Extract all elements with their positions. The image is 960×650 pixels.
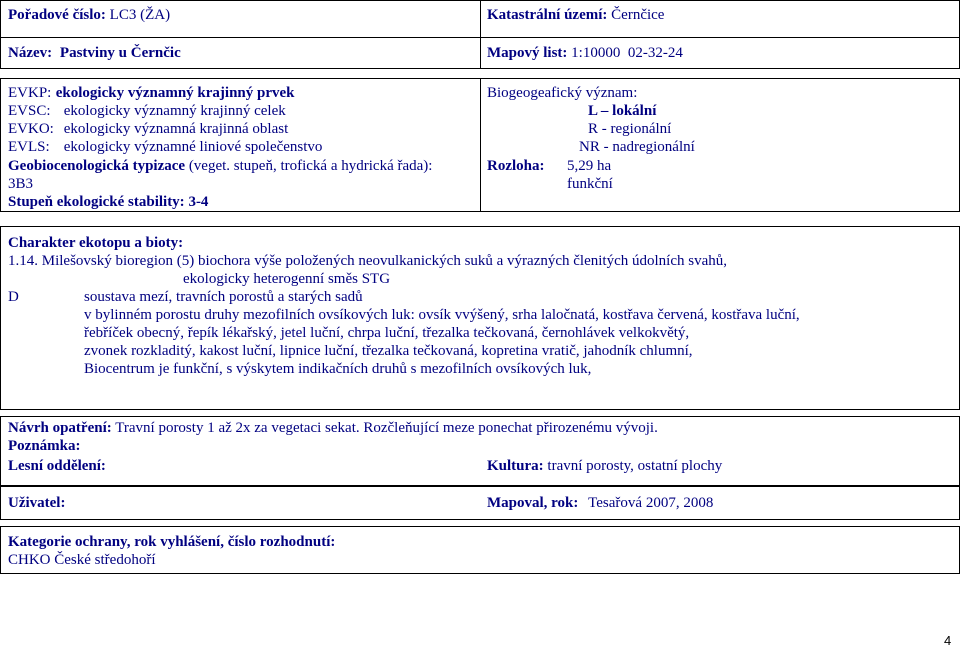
charakter-d-text: soustava mezí, travních porostů a starých sadů [84, 289, 363, 305]
poznamka-label: Poznámka: [8, 438, 81, 454]
geobio-note: (veget. stupeň, trofická a hydrická řada): [188, 158, 433, 174]
nazev-value: Pastviny u Černčic [59, 45, 181, 61]
legend-text: ekologicky významný krajinný prvek [55, 85, 295, 101]
nazev [8, 44, 181, 62]
legend-evko [8, 120, 288, 138]
geobio-value: 3B3 [8, 176, 34, 192]
poradove-cislo-value: LC3 (ŽA) [109, 7, 171, 23]
legend-evls [8, 138, 322, 156]
kategorie-label: Kategorie ochrany, rok vyhlášení, číslo rozhodnutí: [8, 534, 336, 550]
legend-evsc [8, 102, 286, 120]
region-text: Milešovský bioregion (5) biochora výše položených neovulkanických suků a výrazných členitých údolních svahů, [41, 253, 727, 269]
kultura-label: Kultura: [487, 458, 544, 474]
biogeo-label: Biogeogeafický význam: [487, 85, 638, 101]
charakter-region [8, 252, 727, 270]
mapoval-value: Tesařová 2007, 2008 [588, 495, 714, 511]
poradove-cislo-label: Pořadové číslo: [8, 7, 106, 23]
katastralni-uzemi-value: Černčice [611, 7, 665, 23]
navrh-opatreni [8, 419, 658, 437]
charakter-species-3: zvonek rozkladitý, kakost luční, lipnice luční, třezalka tečkovaná, kopretina vratič, jahodník chlumní, [84, 343, 693, 359]
legend-abbr: EVLS: [8, 139, 50, 155]
mapoval [487, 494, 713, 512]
page-number: 4 [944, 633, 952, 648]
navrh-text: Travní porosty 1 až 2x za vegetaci sekat. Rozčleňující meze ponechat přirozenému vývoji. [115, 420, 658, 436]
legend-abbr: EVKO: [8, 121, 54, 137]
biogeo-lokalni: L – lokální [588, 103, 657, 119]
charakter-species-4: Biocentrum je funkční, s výskytem indikačních druhů s mezofilních ovsíkových luk, [84, 361, 592, 377]
mapovy-list-value: 1:10000 02-32-24 [571, 45, 683, 61]
legend-text: ekologicky významná krajinná oblast [63, 121, 289, 137]
charakter-species-2: řebříček obecný, řepík lékařský, jetel luční, chrpa luční, třezalka tečkovaná, černohlávek velkokvětý, [84, 325, 690, 341]
stupen-stability [8, 193, 208, 211]
region-number: 1.14. [8, 253, 38, 269]
legend-text: ekologicky významné liniové společenstvo [63, 139, 323, 155]
katastralni-uzemi [487, 6, 664, 24]
rozloha-label: Rozloha: [487, 158, 545, 174]
rozloha-value: 5,29 ha [567, 158, 612, 174]
rozloha-stav: funkční [567, 176, 613, 192]
legend-abbr: EVKP: [8, 85, 52, 101]
mapovy-list-label: Mapový list: [487, 45, 568, 61]
stupen-stability-value: 3-4 [188, 194, 209, 210]
biogeo-nadregionalni: NR - nadregionální [579, 139, 695, 155]
uzivatel-cell [0, 486, 960, 520]
geobio-typizace [8, 157, 432, 175]
kategorie-value: CHKO České středohoří [8, 552, 156, 568]
stupen-stability-label: Stupeň ekologické stability: [8, 194, 185, 210]
navrh-label: Návrh opatření: [8, 420, 112, 436]
mapovy-list [487, 44, 683, 62]
uzivatel-label: Uživatel: [8, 495, 66, 511]
poradove-cislo [8, 6, 170, 24]
charakter-heading: Charakter ekotopu a bioty: [8, 235, 184, 251]
charakter-d-label: D [8, 289, 19, 305]
charakter-line2: ekologicky heterogenní směs STG [183, 271, 391, 287]
geobio-label: Geobiocenologická typizace [8, 158, 186, 174]
katastralni-uzemi-label: Katastrální území: [487, 7, 608, 23]
lesni-oddeleni-label: Lesní oddělení: [8, 458, 106, 474]
biogeo-regionalni: R - regionální [588, 121, 672, 137]
nazev-label: Název: [8, 45, 53, 61]
kultura-value: travní porosty, ostatní plochy [547, 458, 723, 474]
legend-evkp [8, 84, 295, 102]
charakter-species-1: v bylinném porostu druhy mezofilních ovsíkových luk: ovsík vvýšený, srha laločnatá, kostřava červená, kostřava luční, [84, 307, 800, 323]
legend-abbr: EVSC: [8, 103, 51, 119]
mapoval-label: Mapoval, rok: [487, 495, 579, 511]
legend-text: ekologicky významný krajinný celek [63, 103, 286, 119]
kultura [487, 457, 722, 475]
